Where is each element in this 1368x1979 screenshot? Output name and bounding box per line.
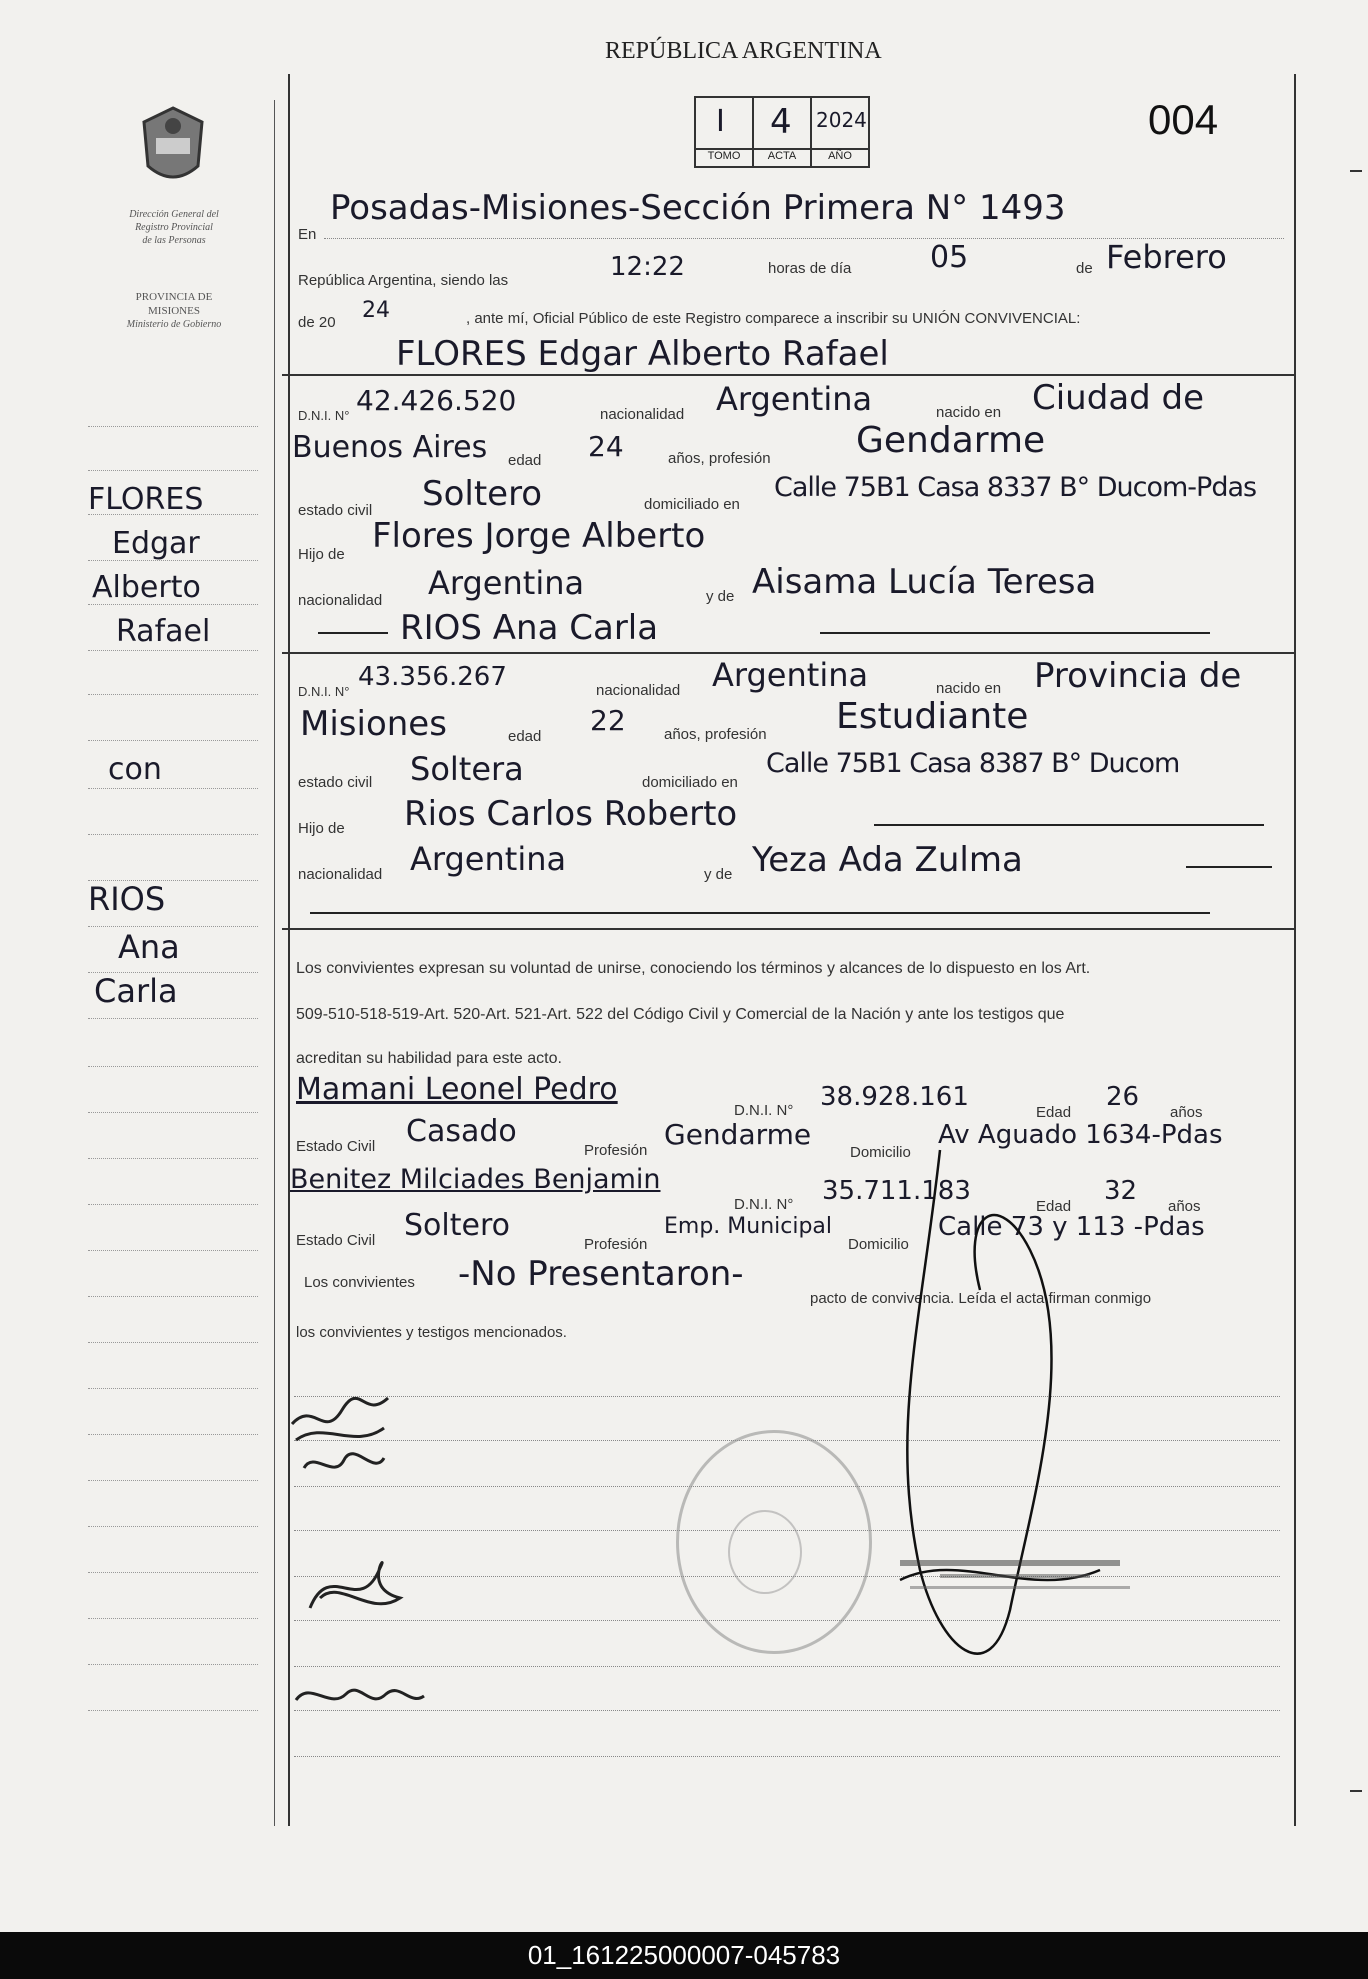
witness1-dni-value: 38.928.161: [820, 1082, 969, 1112]
p1-nationality-value: Argentina: [716, 380, 873, 418]
p1-dni-label: D.N.I. N°: [298, 408, 350, 423]
witness2-status-label: Estado Civil: [296, 1232, 376, 1249]
p1-father-nationality-value: Argentina: [428, 564, 585, 602]
crest-logo: [138, 104, 208, 190]
p1-profession-value: Gendarme: [856, 420, 1046, 461]
gutter-line: [88, 1710, 258, 1711]
document-id: 01_161225000007-045783: [527, 1940, 841, 1970]
hours-label: horas de día: [768, 260, 852, 277]
p1-father-label: Hijo de: [298, 546, 345, 563]
section-divider: [282, 652, 1296, 654]
witness2-dni-label: D.N.I. N°: [734, 1196, 794, 1213]
p2-profession-value: Estudiante: [836, 696, 1029, 737]
org-line: de las Personas: [142, 235, 206, 246]
p1-birthplace-label: nacido en: [936, 404, 1002, 421]
margin-note: Rafael: [116, 614, 211, 649]
p2-birthplace-2: Misiones: [300, 704, 447, 744]
anio-label: AÑO: [812, 148, 868, 162]
p2-father-nationality-value: Argentina: [410, 840, 567, 878]
p2-age-value: 22: [590, 704, 626, 737]
intro-line2-prefix: República Argentina, siendo las: [298, 272, 509, 289]
gutter-line: [88, 788, 258, 789]
frame-left-line: [288, 74, 290, 1826]
province-name: [104, 290, 244, 332]
month-value: Febrero: [1106, 238, 1227, 276]
gutter-line: [88, 1434, 258, 1435]
witness1-age-value: 26: [1106, 1082, 1140, 1112]
p2-father-nationality-label: nacionalidad: [298, 866, 383, 883]
p1-civil-status-value: Soltero: [422, 474, 543, 514]
p2-father-value: Rios Carlos Roberto: [404, 794, 738, 834]
signature-scribble-2: [300, 1548, 420, 1628]
margin-note: Alberto: [92, 570, 201, 605]
witness1-address-label: Domicilio: [850, 1144, 911, 1161]
year-prefix: de 20: [298, 314, 336, 331]
gutter-line: [88, 740, 258, 741]
official-seal-inner: [728, 1510, 802, 1594]
gutter-line: [88, 1066, 258, 1067]
margin-note: Edgar: [112, 526, 200, 561]
signature-scribble-1: [284, 1380, 404, 1490]
witness1-profession-value: Gendarme: [664, 1118, 812, 1151]
witness2-address-label: Domicilio: [848, 1236, 909, 1253]
p2-blank-dash: [310, 912, 1210, 914]
signature-line: [294, 1396, 1280, 1397]
edge-mark: [1350, 1790, 1362, 1792]
p2-mother-label: y de: [704, 866, 733, 883]
p1-address-value: Calle 75B1 Casa 8337 B° Ducom-Pdas: [774, 472, 1257, 503]
witness1-address-value: Av Aguado 1634-Pdas: [938, 1120, 1223, 1150]
p1-father-nationality-label: nacionalidad: [298, 592, 383, 609]
person1-name-heading: FLORES Edgar Alberto Rafael: [396, 334, 889, 374]
p1-father-value: Flores Jorge Alberto: [372, 516, 706, 556]
p1-birthplace-1: Ciudad de: [1032, 378, 1205, 418]
declaration-line: acreditan su habilidad para este acto.: [296, 1050, 562, 1067]
gutter-line: [88, 694, 258, 695]
p2-profession-label: años, profesión: [664, 726, 767, 743]
margin-note: RIOS: [88, 880, 166, 918]
gutter-line: [88, 1388, 258, 1389]
year-value: 24: [362, 298, 390, 323]
tomo-label: TOMO: [696, 148, 752, 162]
signature-scribble-3: [290, 1670, 430, 1720]
acta-label: ACTA: [754, 148, 810, 162]
document-id-bar: [0, 1932, 1368, 1979]
p2-age-label: edad: [508, 728, 542, 745]
gutter-line: [88, 1158, 258, 1159]
record-box: [694, 96, 870, 168]
anio-cell: [812, 98, 868, 166]
tomo-value: I: [716, 104, 725, 139]
p1-partner-dash-left: [318, 632, 388, 634]
witness1-name: Mamani Leonel Pedro: [296, 1072, 618, 1107]
closing-suffix: pacto de convivencia. Leída el acta firman conmigo: [810, 1290, 1152, 1307]
section-divider: [282, 928, 1296, 930]
p2-civil-status-label: estado civil: [298, 774, 373, 791]
acta-cell: [754, 98, 812, 166]
p1-age-value: 24: [588, 430, 624, 463]
p2-birthplace-1: Provincia de: [1034, 656, 1242, 696]
p1-partner-name: RIOS Ana Carla: [400, 608, 659, 648]
gutter-line: [88, 1572, 258, 1573]
margin-note: Carla: [94, 972, 178, 1010]
org-name: [104, 208, 244, 247]
signature-line: [294, 1666, 1280, 1667]
p1-mother-value: Aisama Lucía Teresa: [752, 562, 1097, 602]
witness2-age-label: Edad: [1036, 1198, 1072, 1215]
gutter-line: [88, 470, 258, 471]
closing-prefix: Los convivientes: [304, 1274, 415, 1291]
p2-father-label: Hijo de: [298, 820, 345, 837]
margin-note: FLORES: [88, 482, 204, 517]
witness2-profession-value: Emp. Municipal: [664, 1214, 833, 1239]
gutter-line: [88, 1342, 258, 1343]
closing-line2: los convivientes y testigos mencionados.: [296, 1324, 567, 1341]
p2-mother-value: Yeza Ada Zulma: [752, 840, 1023, 880]
org-line: Dirección General del: [129, 209, 219, 220]
p1-dni-value: 42.426.520: [356, 384, 517, 417]
edge-mark: [1350, 170, 1362, 172]
witness1-age-label: Edad: [1036, 1104, 1072, 1121]
official-stamp-text-block: [900, 1550, 1160, 1620]
gutter-line: [88, 926, 258, 927]
province-line: MISIONES: [148, 305, 200, 317]
gutter-line: [88, 1296, 258, 1297]
witness1-years-label: años: [1170, 1104, 1203, 1121]
p1-address-label: domiciliado en: [644, 496, 740, 513]
gutter-line: [88, 1112, 258, 1113]
gutter-line: [88, 1018, 258, 1019]
p2-address-label: domiciliado en: [642, 774, 738, 791]
p2-nationality-label: nacionalidad: [596, 682, 681, 699]
p2-nationality-value: Argentina: [712, 656, 869, 694]
p1-profession-label: años, profesión: [668, 450, 771, 467]
gutter-separator: [274, 100, 275, 1826]
day-value: 05: [930, 240, 969, 275]
witness2-status-value: Soltero: [404, 1208, 510, 1243]
witness2-age-value: 32: [1104, 1176, 1138, 1206]
signature-line: [294, 1756, 1280, 1757]
p1-civil-status-label: estado civil: [298, 502, 373, 519]
tomo-cell: [696, 98, 754, 166]
witness1-status-label: Estado Civil: [296, 1138, 376, 1155]
gutter-line: [88, 650, 258, 651]
org-line: Registro Provincial: [135, 222, 213, 233]
margin-note: Ana: [118, 928, 180, 966]
witness1-status-value: Casado: [406, 1114, 517, 1149]
gutter-line: [88, 1664, 258, 1665]
witness2-profession-label: Profesión: [584, 1236, 648, 1253]
witness2-years-label: años: [1168, 1198, 1201, 1215]
gutter-line: [88, 1618, 258, 1619]
gutter-line: [88, 834, 258, 835]
witness2-name: Benitez Milciades Benjamin: [290, 1164, 661, 1195]
declaration-line: Los convivientes expresan su voluntad de unirse, conociendo los términos y alcances de lo dispuesto en los Art.: [296, 960, 1091, 977]
p1-mother-label: y de: [706, 588, 735, 605]
acta-value: 4: [770, 102, 792, 142]
witness1-profession-label: Profesión: [584, 1142, 648, 1159]
witness2-address-value: Calle 73 y 113 -Pdas: [938, 1212, 1205, 1242]
p2-mother-dash: [1186, 866, 1272, 868]
p1-nationality-label: nacionalidad: [600, 406, 685, 423]
gutter-line: [88, 1204, 258, 1205]
page-number: 004: [1148, 96, 1219, 143]
p2-dni-label: D.N.I. N°: [298, 684, 350, 699]
ministry-line: Ministerio de Gobierno: [126, 319, 222, 330]
anio-value: 2024: [816, 108, 867, 132]
margin-note: con: [108, 752, 162, 787]
intro-line3-text: , ante mí, Oficial Público de este Registro comparece a inscribir su UNIÓN CONVIVENCIAL:: [466, 310, 1081, 327]
witness1-dni-label: D.N.I. N°: [734, 1102, 794, 1119]
en-label: En: [298, 226, 317, 243]
province-line: PROVINCIA DE: [135, 291, 213, 303]
gutter-line: [88, 1480, 258, 1481]
gutter-line: [88, 1250, 258, 1251]
de-label: de: [1076, 260, 1093, 277]
country-heading: REPÚBLICA ARGENTINA: [605, 38, 882, 64]
gutter-line: [88, 426, 258, 427]
p2-civil-status-value: Soltera: [410, 750, 524, 788]
p1-partner-dash-right: [820, 632, 1210, 634]
p1-age-label: edad: [508, 452, 542, 469]
place-value: Posadas-Misiones-Sección Primera N° 1493: [330, 188, 1066, 228]
frame-right-line: [1294, 74, 1296, 1826]
signature-line: [294, 1710, 1280, 1711]
p2-birthplace-label: nacido en: [936, 680, 1002, 697]
witness2-dni-value: 35.711.183: [822, 1176, 971, 1206]
declaration-line: 509-510-518-519-Art. 520-Art. 521-Art. 522 del Código Civil y Comercial de la Nación y ante los testigos que: [296, 1006, 1065, 1023]
time-value: 12:22: [610, 252, 685, 282]
p1-birthplace-2: Buenos Aires: [292, 430, 488, 465]
p2-dni-value: 43.356.267: [358, 662, 507, 692]
gutter-line: [88, 1526, 258, 1527]
p2-father-dash: [874, 824, 1264, 826]
p2-address-value: Calle 75B1 Casa 8387 B° Ducom: [766, 748, 1180, 779]
closing-value: -No Presentaron-: [458, 1254, 744, 1294]
section-divider: [282, 374, 1296, 376]
